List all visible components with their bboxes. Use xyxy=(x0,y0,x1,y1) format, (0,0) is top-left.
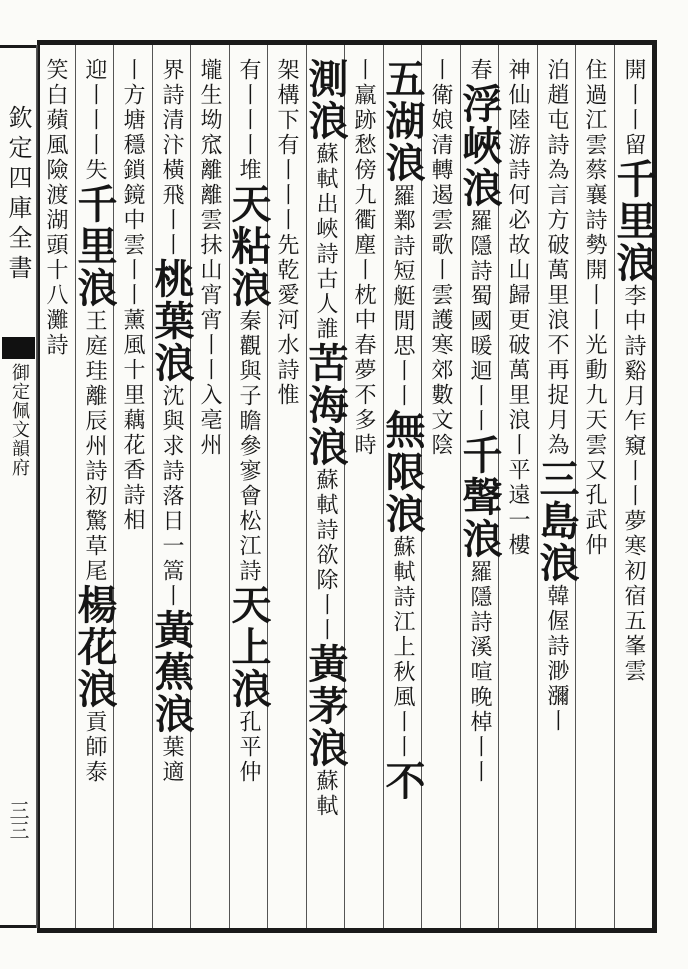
collection-title: 欽定四庫全書 xyxy=(4,105,32,285)
entry-heading: 千里浪 xyxy=(71,183,118,309)
entry-text: 詩 xyxy=(43,333,68,358)
entry-text: 蘇軾詩江上秋風丨丨 xyxy=(390,535,415,760)
entry-text: 蘇軾 xyxy=(313,769,338,819)
entry-text: 神仙陸游詩何必故山歸更破萬里浪 xyxy=(505,58,530,433)
entry-heading: 五湖浪 xyxy=(379,58,426,184)
entry-text: 迎丨丨丨失 xyxy=(82,58,107,183)
entry-text: 羅鄴詩短艇閒思丨丨 xyxy=(390,184,415,409)
entry-text: 架構下有丨丨 xyxy=(274,58,299,208)
entry-text: 羅隱詩蜀國暖迴丨丨 xyxy=(467,209,492,434)
entry-heading: 黃蕉浪 xyxy=(148,609,195,735)
entry-text: 有丨丨丨堆 xyxy=(236,58,261,183)
entry-text: 入亳州 xyxy=(197,383,222,458)
entry-text: 蘇軾出峽詩古人誰 xyxy=(313,142,338,342)
entry-text: 丨方塘穩鎖鏡中雲 xyxy=(120,58,145,258)
entry-text: 蘇軾詩欲除丨丨 xyxy=(313,468,338,643)
entry-text: 丨雲護寒郊數文陰 xyxy=(428,258,453,458)
entry-heading: 楊花浪 xyxy=(71,584,118,710)
entry-text: 李中詩谿月乍窺丨丨夢寒初宿五峯雲 xyxy=(621,284,646,684)
entry-text: 界詩清汴橫飛丨丨 xyxy=(159,58,184,258)
entry-heading: 苦海浪 xyxy=(302,342,349,468)
entry-text: 壠生坳窊 xyxy=(197,58,222,158)
entry-heading: 天粘浪 xyxy=(225,183,272,309)
entry-text: 蔡襄詩勢開丨丨光動九天雲又孔武仲 xyxy=(582,158,607,558)
entry-text: 詩相 xyxy=(120,483,145,533)
entry-text: 住過江雲 xyxy=(582,58,607,158)
entry-text: 孔平仲 xyxy=(236,710,261,785)
entry-text: 丨平遠一樓 xyxy=(505,433,530,558)
entry-heading: 天上浪 xyxy=(225,584,272,710)
entry-heading: 浮峽浪 xyxy=(456,83,503,209)
top-border xyxy=(37,40,657,45)
fore-edge-rule xyxy=(0,925,37,928)
entry-text: 春 xyxy=(467,58,492,83)
entry-text: 丨丨薰風十里藕花香 xyxy=(120,258,145,483)
entry-heading: 三島浪 xyxy=(533,458,580,584)
fore-edge-rule xyxy=(0,45,37,48)
entry-heading: 桃葉浪 xyxy=(148,258,195,384)
entry-text: 王庭珪離辰州詩初驚草尾 xyxy=(82,309,107,584)
page-number: 三三 xyxy=(6,800,30,840)
entry-text: 丨羸跡愁傍九衢塵 xyxy=(351,58,376,258)
entry-text: 丨枕中春夢不多時 xyxy=(351,258,376,458)
entry-heading: 千里浪 xyxy=(610,158,657,284)
entry-text: 秦觀與子瞻參寥會松江詩 xyxy=(236,309,261,584)
entry-text: 羅隱詩溪喧晚棹丨丨 xyxy=(467,560,492,785)
entry-text: 貢師泰 xyxy=(82,710,107,785)
entry-text: 丨先乾愛河水 xyxy=(274,208,299,358)
entry-text: 泊趙屯詩為言方破萬里浪不再捉月為 xyxy=(544,58,569,458)
entry-text: 開丨丨留 xyxy=(621,58,646,158)
entry-heading: 不 xyxy=(379,760,426,802)
entry-text: 離離雲抹山宵宵丨丨 xyxy=(197,158,222,383)
book-title: 御定佩文韻府 xyxy=(9,363,30,477)
entry-text: 葉適 xyxy=(159,735,184,785)
entry-heading: 無限浪 xyxy=(379,409,426,535)
entry-heading: 測浪 xyxy=(302,58,349,142)
entry-text: 險渡湖頭十八灘 xyxy=(43,158,68,333)
bottom-border xyxy=(37,928,657,933)
entry-text: 詩惟 xyxy=(274,358,299,408)
entry-text: 沈與求詩落日一篙丨 xyxy=(159,384,184,609)
text-column xyxy=(31,58,79,358)
entry-heading: 千聲浪 xyxy=(456,434,503,560)
entry-text: 笑白蘋風 xyxy=(43,58,68,158)
entry-text: 韓偓詩渺瀰丨 xyxy=(544,584,569,734)
entry-text: 丨衛娘清轉遏雲歌 xyxy=(428,58,453,258)
entry-heading: 黃茅浪 xyxy=(302,643,349,769)
